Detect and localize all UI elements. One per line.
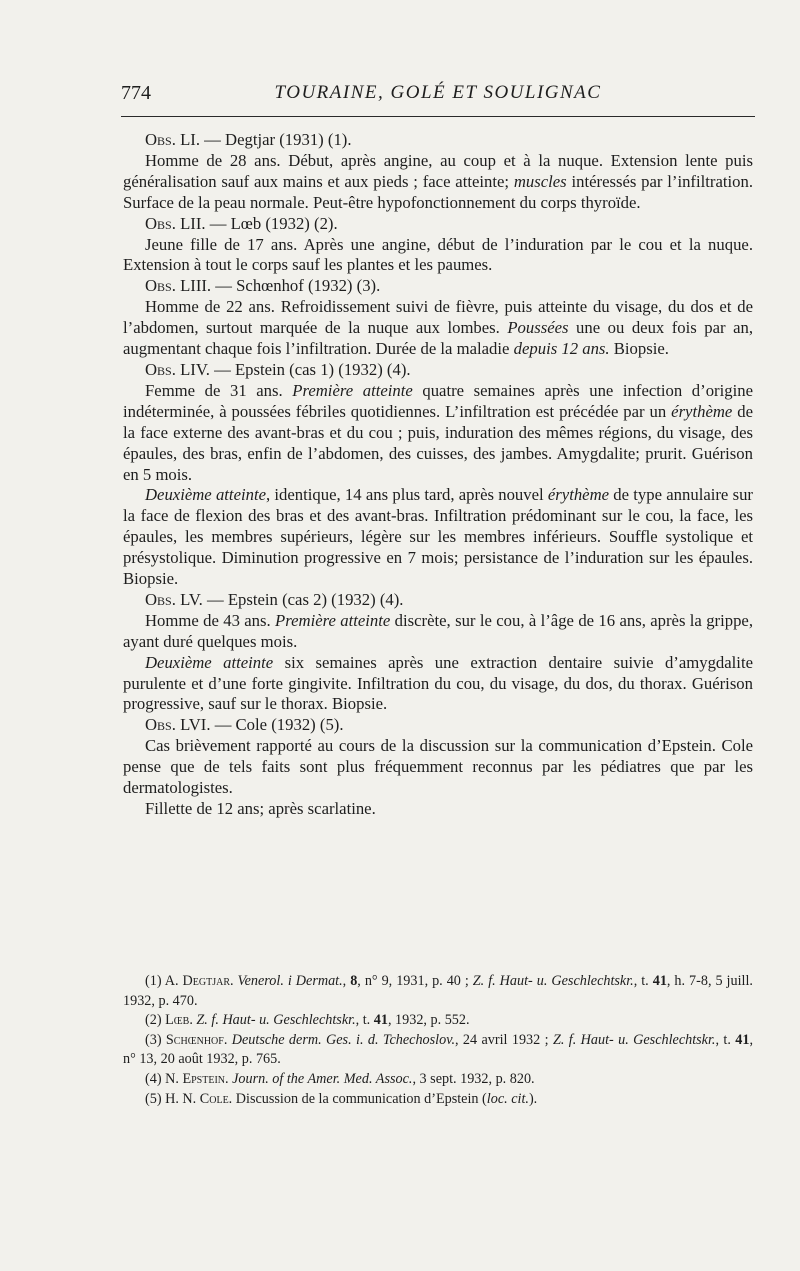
text-run: de type annulaire sur la face de flexion des bras et des avant-bras. Infiltration prédominant sur le cou, la face, les épaules, les membres supérieurs, légère sur les membres inférieurs. Souffle systolique et présystolique. Diminution progressive en 7 mois; persistance de l’induration sur les épaules. Biopsie. bbox=[123, 485, 753, 589]
observation-heading bbox=[123, 214, 753, 235]
italic-text: érythème bbox=[547, 485, 610, 505]
footnote bbox=[123, 1011, 753, 1031]
footnotes bbox=[123, 972, 753, 1109]
page-header bbox=[121, 82, 755, 114]
observation-label: Obs. LII. bbox=[145, 213, 206, 233]
italic-text: Venerol. i Dermat. bbox=[237, 973, 343, 989]
italic-text: Journ. of the Amer. Med. Assoc. bbox=[232, 1070, 413, 1087]
author-name: Epstein. bbox=[182, 1070, 229, 1087]
text-run: Femme de 31 ans. bbox=[145, 380, 293, 400]
observation-reference: — Degtjar (1931) (1). bbox=[204, 130, 352, 149]
bold-volume: 8 bbox=[350, 973, 358, 989]
observation-heading bbox=[123, 360, 753, 381]
observation-label: Obs. LVI. bbox=[145, 715, 211, 735]
text-run: , 24 avril 1932 ; bbox=[455, 1031, 553, 1048]
author-name: Lœb. bbox=[165, 1012, 193, 1029]
text-run: ). bbox=[528, 1090, 538, 1107]
italic-text: Deuxième atteinte bbox=[145, 652, 274, 672]
text-run: discrète, sur le cou, à l’âge de 16 ans, après la grippe, ayant duré quelques mois. bbox=[123, 610, 753, 651]
observation-label: Obs. LIII. bbox=[145, 276, 212, 296]
text-run: Biopsie. bbox=[609, 339, 669, 359]
text-run: (2) bbox=[145, 1012, 166, 1029]
italic-text: érythème bbox=[671, 401, 733, 421]
observation-paragraph bbox=[123, 736, 753, 799]
observation-paragraph bbox=[123, 653, 753, 716]
text-run: Fillette de 12 ans; après scarlatine. bbox=[145, 799, 376, 818]
observation-heading bbox=[123, 590, 753, 611]
text-run: quatre semaines après une infection d’origine indéterminée, à poussées fébriles quotidiennes. L’infiltration est précédée par un bbox=[123, 380, 753, 421]
text-run: Homme de 22 ans. Refroidissement suivi de fièvre, puis atteinte du visage, du dos et de l’abdomen, surtout marquée de la nuque aux lombes. bbox=[123, 297, 753, 338]
text-run: une ou deux fois par an, augmentant chaque fois l’infiltration. Durée de la maladie bbox=[123, 318, 754, 359]
header-rule bbox=[121, 116, 755, 117]
observations-body bbox=[123, 130, 753, 820]
observation-paragraph bbox=[123, 297, 753, 360]
text-run: , t. bbox=[715, 1031, 736, 1048]
italic-text: Z. f. Haut- u. Geschlechtskr. bbox=[196, 1012, 356, 1029]
italic-text: Poussées bbox=[507, 318, 569, 338]
bold-volume: 41 bbox=[735, 1031, 750, 1048]
text-run: , n° 9, 1931, p. 40 ; bbox=[357, 973, 473, 989]
italic-text: loc. cit. bbox=[486, 1090, 529, 1107]
text-run: (4) N. bbox=[145, 1070, 183, 1087]
italic-text: Z. f. Haut- u. Geschlechtskr. bbox=[552, 1031, 716, 1048]
text-run: , 1932, p. 552. bbox=[387, 1012, 470, 1029]
observation-heading bbox=[123, 276, 753, 297]
italic-text: Première atteinte bbox=[292, 380, 413, 400]
italic-text: depuis 12 ans. bbox=[513, 339, 610, 359]
observation-paragraph bbox=[123, 485, 753, 590]
author-name: Degtjar. bbox=[182, 973, 234, 989]
text-run: , bbox=[342, 973, 351, 989]
observation-paragraph bbox=[123, 235, 753, 277]
observation-label: Obs. LV. bbox=[145, 589, 203, 609]
italic-text: Z. f. Haut- u. Geschlechtskr. bbox=[472, 973, 634, 989]
observation-paragraph bbox=[123, 611, 753, 653]
observation-reference: — Lœb (1932) (2). bbox=[209, 213, 338, 233]
text-run: Homme de 28 ans. Début, après angine, au coup et à la nuque. Extension lente puis généralisation sauf aux mains et aux pieds ; face atteinte; bbox=[123, 150, 753, 191]
italic-text: Deutsche derm. Ges. i. d. Tchechoslov. bbox=[231, 1031, 455, 1048]
page-number: 774 bbox=[121, 82, 151, 104]
text-run: , n° 13, 20 août 1932, p. 765. bbox=[123, 1031, 753, 1068]
text-run: , 3 sept. 1932, p. 820. bbox=[412, 1070, 535, 1087]
observation-label: Obs. LI. bbox=[145, 130, 200, 149]
observation-reference: — Schœnhof (1932) (3). bbox=[215, 276, 381, 296]
footnote bbox=[123, 1090, 753, 1110]
text-run: intéressés par l’infiltration. Surface de la peau normale. Peut-être hypofonctionnement du corps thyroïde. bbox=[123, 171, 753, 212]
text-run: Jeune fille de 17 ans. Après une angine, début de l’induration par le cou et la nuque. Extension à tout le corps sauf les plantes et les paumes. bbox=[123, 234, 753, 275]
footnote bbox=[123, 1031, 753, 1070]
text-run: (5) H. N. bbox=[145, 1090, 200, 1107]
text-run: , t. bbox=[355, 1012, 374, 1029]
observation-reference: — Cole (1932) (5). bbox=[214, 715, 344, 735]
footnote bbox=[123, 972, 753, 1011]
bold-volume: 41 bbox=[652, 973, 667, 989]
text-run: , h. 7-8, 5 juill. 1932, p. 470. bbox=[123, 973, 753, 1009]
text-run: Homme de 43 ans. bbox=[145, 610, 276, 630]
observation-paragraph bbox=[123, 381, 753, 486]
bold-volume: 41 bbox=[373, 1012, 388, 1029]
text-run: , identique, 14 ans plus tard, après nouvel bbox=[266, 485, 548, 505]
text-run: Discussion de la communication d’Epstein ( bbox=[232, 1090, 487, 1107]
text-run: Cas brièvement rapporté au cours de la discussion sur la communication d’Epstein. Cole pense que de tels faits sont plus fréquemment reconnus par les pédiatres que par les dermatologistes. bbox=[123, 736, 753, 798]
running-title: TOURAINE, GOLÉ ET SOULIGNAC bbox=[274, 82, 602, 103]
italic-text: Deuxième atteinte bbox=[145, 485, 266, 505]
italic-text: muscles bbox=[513, 171, 567, 191]
observation-paragraph bbox=[123, 151, 753, 214]
observation-heading bbox=[123, 130, 753, 151]
italic-text: Première atteinte bbox=[275, 610, 391, 630]
text-run: (3) bbox=[145, 1031, 166, 1048]
text-run: six semaines après une extraction dentaire suivie d’amygdalite purulente et d’une forte gingivite. Infiltration du cou, du visage, du dos, du thorax. Guérison progressive, sauf sur le thorax. Biopsie. bbox=[123, 652, 753, 714]
observation-label: Obs. LIV. bbox=[145, 359, 210, 379]
text-run: , t. bbox=[633, 973, 653, 989]
text-run: (1) A. bbox=[145, 973, 183, 989]
observation-reference: — Epstein (cas 2) (1932) (4). bbox=[206, 589, 404, 609]
text-run: de la face externe des avant-bras et du cou ; puis, induration des mêmes régions, du visage, des épaules, des bras, enfin de l’abdomen, des cuisses, des jambes. Amygdalite; prurit. Guérison en 5 mois. bbox=[123, 401, 753, 484]
author-name: Schœnhof. bbox=[165, 1031, 228, 1048]
footnote bbox=[123, 1070, 753, 1090]
observation-paragraph bbox=[123, 799, 753, 820]
observation-heading bbox=[123, 715, 753, 736]
observation-reference: — Epstein (cas 1) (1932) (4). bbox=[214, 359, 411, 379]
author-name: Cole. bbox=[199, 1090, 233, 1107]
